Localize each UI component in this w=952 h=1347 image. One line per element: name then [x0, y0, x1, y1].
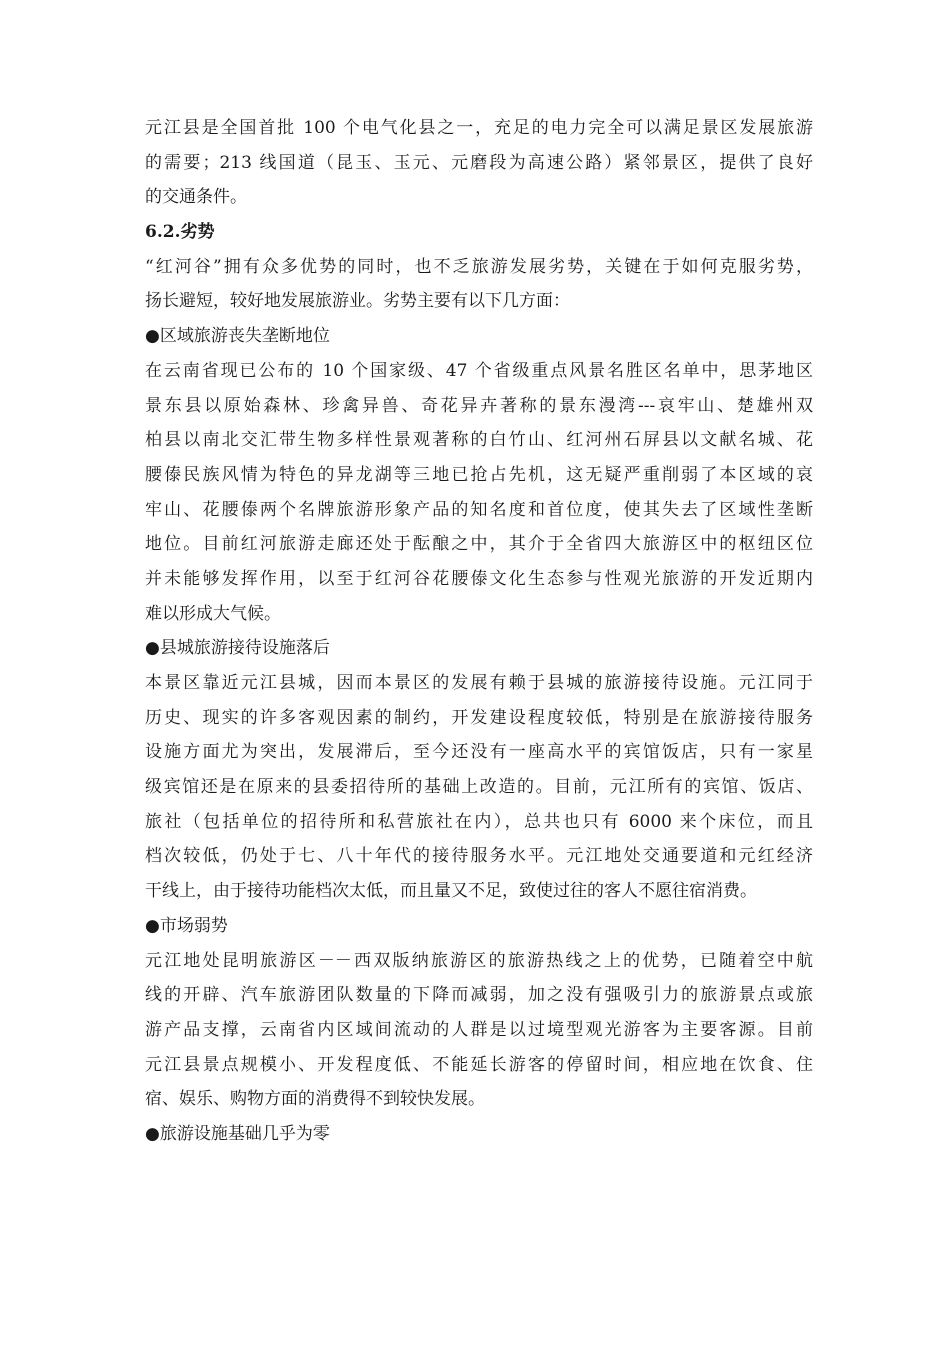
bullet-heading-infrastructure: ●旅游设施基础几乎为零 — [145, 1123, 330, 1144]
document-body — [145, 111, 813, 1152]
section-intro-paragraph — [145, 250, 813, 319]
text-line: 级宾馆还是在原来的县委招待所的基础上改造的。目前，元江所有的宾馆、饭店、 — [145, 777, 813, 798]
text-line: 元江县景点规模小、开发程度低、不能延长游客的停留时间，相应地在饮食、住 — [145, 1054, 813, 1075]
text-line: 本景区靠近元江县城，因而本景区的发展有赖于县城的旅游接待设施。元江同于 — [145, 673, 813, 693]
text-line: 的需要；213 线国道（昆玉、玉元、元磨段为高速公路）紧邻景区，提供了良好 — [145, 152, 813, 173]
text-line: 地位。目前红河旅游走廊还处于酝酿之中，其介于全省四大旅游区中的枢纽区位 — [145, 534, 813, 555]
paragraph-market-weakness — [145, 944, 813, 1117]
paragraph-county-facilities — [145, 666, 813, 909]
text-line: 历史、现实的许多客观因素的制约，开发建设程度较低，特别是在旅游接待服务 — [145, 707, 813, 728]
text-line: 宿、娱乐、购物方面的消费得不到较快发展。 — [145, 1089, 485, 1110]
bullet-heading-market-weakness: ●市场弱势 — [145, 915, 228, 936]
text-line: 线的开辟、汽车旅游团队数量的下降而减弱，加之没有强吸引力的旅游景点或旅 — [145, 985, 813, 1006]
paragraph-regional-monopoly — [145, 354, 813, 632]
text-line: 干线上，由于接待功能档次太低，而且量又不足，致使过往的客人不愿往宿消费。 — [145, 881, 757, 902]
text-line: “红河谷”拥有众多优势的同时，也不乏旅游发展劣势，关键在于如何克服劣势， — [145, 256, 813, 277]
bullet-heading-county-facilities: ●县城旅游接待设施落后 — [145, 638, 330, 659]
text-line: 设施方面尤为突出，发展滞后，至今还没有一座高水平的宾馆饭店，只有一家星 — [145, 742, 813, 763]
text-line: 扬长避短，较好地发展旅游业。劣势主要有以下几方面： — [145, 291, 570, 312]
text-line: 在云南省现已公布的 10 个国家级、47 个省级重点风景名胜区名单中，思茅地区 — [145, 360, 813, 381]
text-line: 旅社（包括单位的招待所和私营旅社在内），总共也只有 6000 来个床位，而且 — [145, 811, 813, 832]
intro-paragraph — [145, 111, 813, 215]
text-line: 元江地处昆明旅游区－－西双版纳旅游区的旅游热线之上的优势，已随着空中航 — [145, 950, 813, 971]
text-line: 元江县是全国首批 100 个电气化县之一，充足的电力完全可以满足景区发展旅游 — [145, 118, 813, 138]
text-line: 游产品支撑，云南省内区域间流动的人群是以过境型观光游客为主要客源。目前 — [145, 1019, 813, 1040]
text-line: 牢山、花腰傣两个名牌旅游形象产品的知名度和首位度，使其失去了区域性垄断 — [145, 499, 813, 520]
bullet-heading-regional-monopoly: ●区域旅游丧失垄断地位 — [145, 326, 330, 347]
text-line: 并未能够发挥作用，以至于红河谷花腰傣文化生态参与性观光旅游的开发近期内 — [145, 568, 813, 589]
text-line: 的交通条件。 — [145, 187, 247, 208]
text-line: 档次较低，仍处于七、八十年代的接待服务水平。元江地处交通要道和元红经济 — [145, 846, 813, 867]
section-heading: 6.2.劣势 — [145, 222, 215, 243]
text-line: 难以形成大气候。 — [145, 603, 281, 624]
text-line: 景东县以原始森林、珍禽异兽、奇花异卉著称的景东漫湾---哀牢山、楚雄州双 — [145, 395, 813, 416]
text-line: 腰傣民族风情为特色的异龙湖等三地已抢占先机，这无疑严重削弱了本区域的哀 — [145, 464, 813, 485]
text-line: 柏县以南北交汇带生物多样性景观著称的白竹山、红河州石屏县以文献名城、花 — [145, 430, 813, 451]
